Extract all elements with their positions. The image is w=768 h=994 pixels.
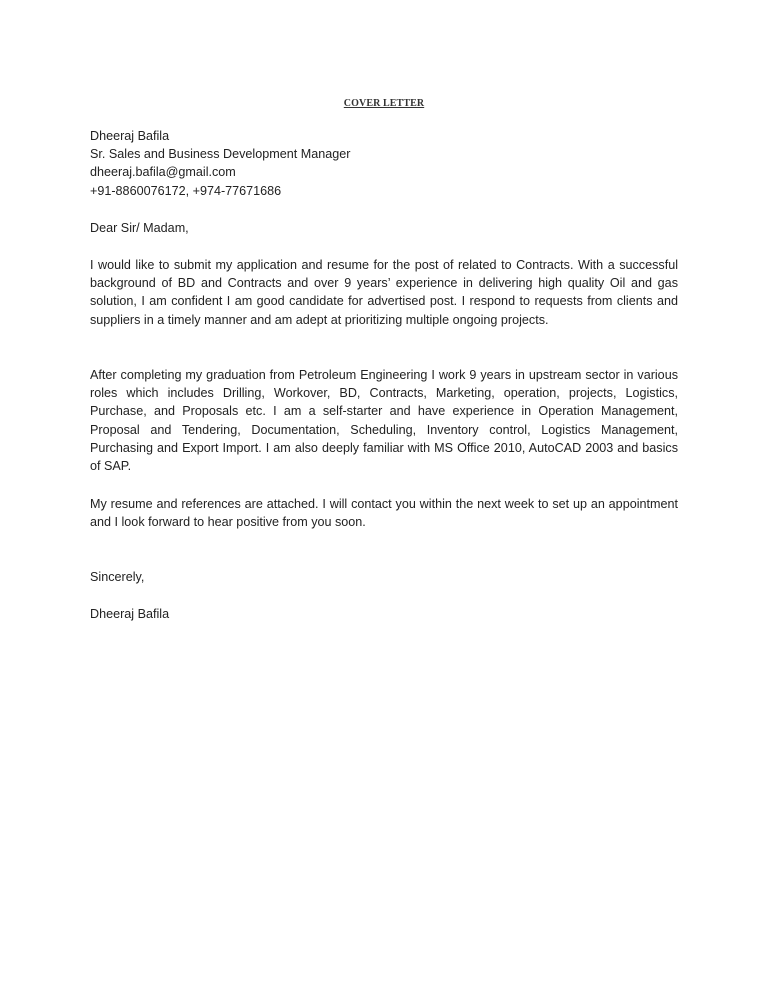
sender-phones: +91-8860076172, +974-77671686 bbox=[90, 183, 282, 198]
sender-position: Sr. Sales and Business Development Manager bbox=[90, 147, 351, 162]
body-paragraph-2: After completing my graduation from Petroleum Engineering I work 9 years in upstream sector in various roles which includes Drilling, Workover, BD, Contracts, Marketing, operation, projects, Logistics, Purchase, and Proposals etc. I am a self-starter and have experience in Operation Management, Proposal and Tendering, Documentation, Scheduling, Inventory control, Logistics Management, Purchasing and Export Import. I am also deeply familiar with MS Office 2010, AutoCAD 2003 and basics of SAP. bbox=[90, 368, 678, 474]
salutation: Dear Sir/ Madam, bbox=[90, 221, 189, 235]
body-paragraph-3: My resume and references are attached. I will contact you within the next week to set up an appointment and I look forward to hear positive from you soon. bbox=[90, 497, 678, 530]
document-title: COVER LETTER bbox=[343, 98, 425, 109]
sender-name: Dheeraj Bafila bbox=[90, 129, 170, 143]
sender-email: dheeraj.bafila@gmail.com bbox=[90, 165, 236, 180]
sender-block bbox=[90, 127, 678, 200]
closing: Sincerely, bbox=[90, 570, 145, 584]
body-paragraph-1: I would like to submit my application and resume for the post of related to Contracts. With a successful background of BD and Contracts and over 9 years’ experience in delivering high quality Oil and gas solution, I am confident I am good candidate for advertised post. I respond to requests from clients and suppliers in a timely manner and am adept at prioritizing multiple ongoing projects. bbox=[90, 258, 678, 327]
signature-name: Dheeraj Bafila bbox=[90, 607, 170, 621]
